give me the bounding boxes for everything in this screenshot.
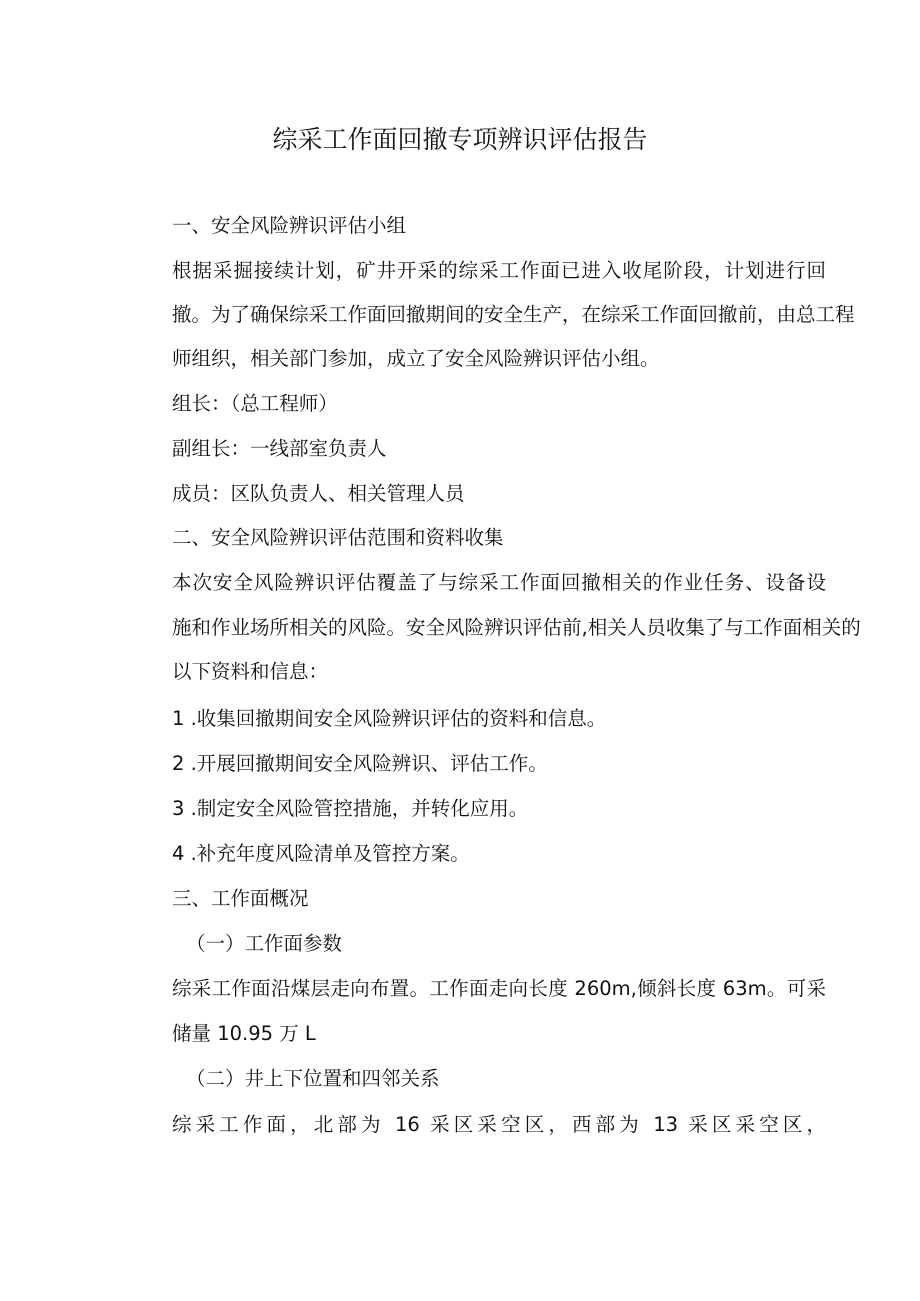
section-heading-2: 二、安全风险辨识评估范围和资料收集	[172, 526, 504, 549]
team-leader-line: 组长：（总工程师）	[172, 392, 338, 415]
paragraph-line: 师组织，相关部门参加，成立了安全风险辨识评估小组。	[172, 347, 660, 370]
subsection-heading: （一）工作面参数	[186, 932, 343, 955]
paragraph-line: 储量 10.95 万 L	[172, 1022, 316, 1045]
paragraph-line: 综采工作面沿煤层走向布置。工作面走向长度 260m,倾斜长度 63m。可采	[172, 977, 826, 1000]
paragraph-line: 根据采掘接续计划，矿井开采的综采工作面已进入收尾阶段，计划进行回	[172, 259, 826, 282]
list-item: 2 .开展回撤期间安全风险辨识、评估工作。	[172, 752, 548, 775]
subsection-heading: （二）井上下位置和四邻关系	[186, 1067, 440, 1090]
paragraph-line: 以下资料和信息：	[172, 660, 329, 683]
paragraph-line: 撤。为了确保综采工作面回撤期间的安全生产，在综采工作面回撤前，由总工程	[172, 303, 855, 326]
section-heading-1: 一、安全风险辨识评估小组	[172, 214, 407, 237]
paragraph-line: 综采工作面，北部为 16 采区采空区，西部为 13 采区采空区，	[172, 1113, 826, 1136]
section-heading-3: 三、工作面概况	[172, 887, 309, 910]
document-title: 综采工作面回撤专项辨识评估报告	[272, 125, 648, 154]
paragraph-line: 本次安全风险辨识评估覆盖了与综采工作面回撤相关的作业任务、设备设	[172, 571, 826, 594]
deputy-leader-line: 副组长：一线部室负责人	[172, 437, 387, 460]
list-item: 1 .收集回撤期间安全风险辨识评估的资料和信息。	[172, 707, 607, 730]
members-line: 成员：区队负责人、相关管理人员	[172, 482, 465, 505]
paragraph-line: 施和作业场所相关的风险。安全风险辨识评估前,相关人员收集了与工作面相关的	[172, 616, 861, 639]
list-item: 4 .补充年度风险清单及管控方案。	[172, 842, 470, 865]
list-item: 3 .制定安全风险管控措施，并转化应用。	[172, 797, 529, 820]
